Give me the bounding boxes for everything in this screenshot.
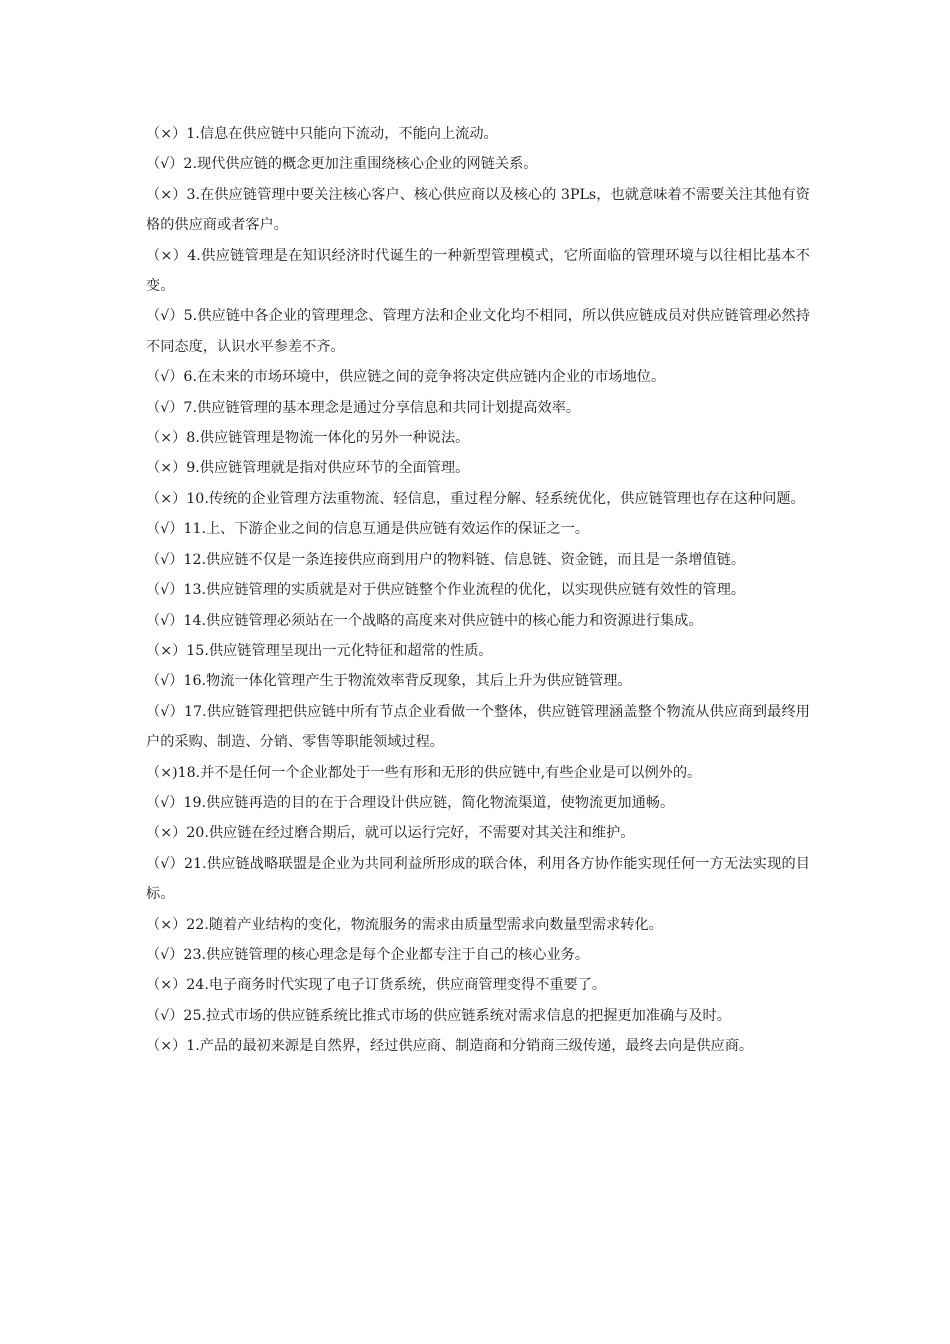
question-item: （√）23.供应链管理的核心理念是每个企业都专注于自己的核心业务。 — [146, 946, 590, 963]
question-item: （√）25.拉式市场的供应链系统比推式市场的供应链系统对需求信息的把握更加准确与及时。 — [146, 1007, 731, 1024]
question-item: （×）4.供应链管理是在知识经济时代诞生的一种新型管理模式，它所面临的管理环境与以往相比基本不变。 — [146, 247, 810, 295]
question-item: （×）8.供应链管理是物流一体化的另外一种说法。 — [146, 430, 470, 447]
question-item: （√）12.供应链不仅是一条连接供应商到用户的物料链、信息链、资金链，而且是一条增值链。 — [146, 551, 746, 568]
question-item: （×）1.产品的最初来源是自然界，经过供应商、制造商和分销商三级传递，最终去向是供应商。 — [146, 1038, 754, 1055]
question-item: （×）10.传统的企业管理方法重物流、轻信息，重过程分解、轻系统优化，供应链管理也存在这种问题。 — [146, 490, 805, 507]
question-item: （×)18.并不是任何一个企业都处于一些有形和无形的供应链中,有些企业是可以例外的。 — [146, 764, 702, 781]
question-item: （×）20.供应链在经过磨合期后，就可以运行完好，不需要对其关注和维护。 — [146, 825, 635, 842]
question-item: （√）5.供应链中各企业的管理理念、管理方法和企业文化均不相同，所以供应链成员对供应链管理必然持不同态度，认识水平参差不齐。 — [146, 308, 810, 355]
question-item: （√）16.物流一体化管理产生于物流效率背反现象，其后上升为供应链管理。 — [146, 673, 632, 690]
question-item: （√）13.供应链管理的实质就是对于供应链整个作业流程的优化，以实现供应链有效性的管理。 — [146, 582, 746, 599]
question-item: （√）7.供应链管理的基本理念是通过分享信息和共同计划提高效率。 — [146, 399, 581, 416]
question-item: （×）15.供应链管理呈现出一元化特征和超常的性质。 — [146, 642, 493, 659]
question-item: （×）9.供应链管理就是指对供应环节的全面管理。 — [146, 460, 470, 477]
question-item: （√）6.在未来的市场环境中，供应链之间的竞争将决定供应链内企业的市场地位。 — [146, 369, 666, 386]
question-item: （√）2.现代供应链的概念更加注重围绕核心企业的网链关系。 — [146, 156, 538, 173]
question-item: （×）3.在供应链管理中要关注核心客户、核心供应商以及核心的 3PLs，也就意味着不需要关注其他有资格的供应商或者客户。 — [146, 186, 810, 234]
question-item: （√）14.供应链管理必须站在一个战略的高度来对供应链中的核心能力和资源进行集成。 — [146, 612, 703, 629]
question-item: （√）17.供应链管理把供应链中所有节点企业看做一个整体，供应链管理涵盖整个物流从供应商到最终用户的采购、制造、分销、零售等职能领域过程。 — [146, 703, 810, 751]
question-item: （√）11.上、下游企业之间的信息互通是供应链有效运作的保证之一。 — [146, 521, 590, 538]
question-item: （×）1.信息在供应链中只能向下流动，不能向上流动。 — [146, 126, 498, 142]
question-item: （×）22.随着产业结构的变化，物流服务的需求由质量型需求向数量型需求转化。 — [146, 916, 663, 933]
question-list — [146, 119, 810, 1062]
question-item: （√）21.供应链战略联盟是企业为共同利益所形成的联合体，利用各方协作能实现任何一方无法实现的目标。 — [146, 855, 810, 903]
question-item: （√）19.供应链再造的目的在于合理设计供应链，简化物流渠道，使物流更加通畅。 — [146, 794, 675, 811]
question-item: （×）24.电子商务时代实现了电子订货系统，供应商管理变得不重要了。 — [146, 977, 607, 994]
